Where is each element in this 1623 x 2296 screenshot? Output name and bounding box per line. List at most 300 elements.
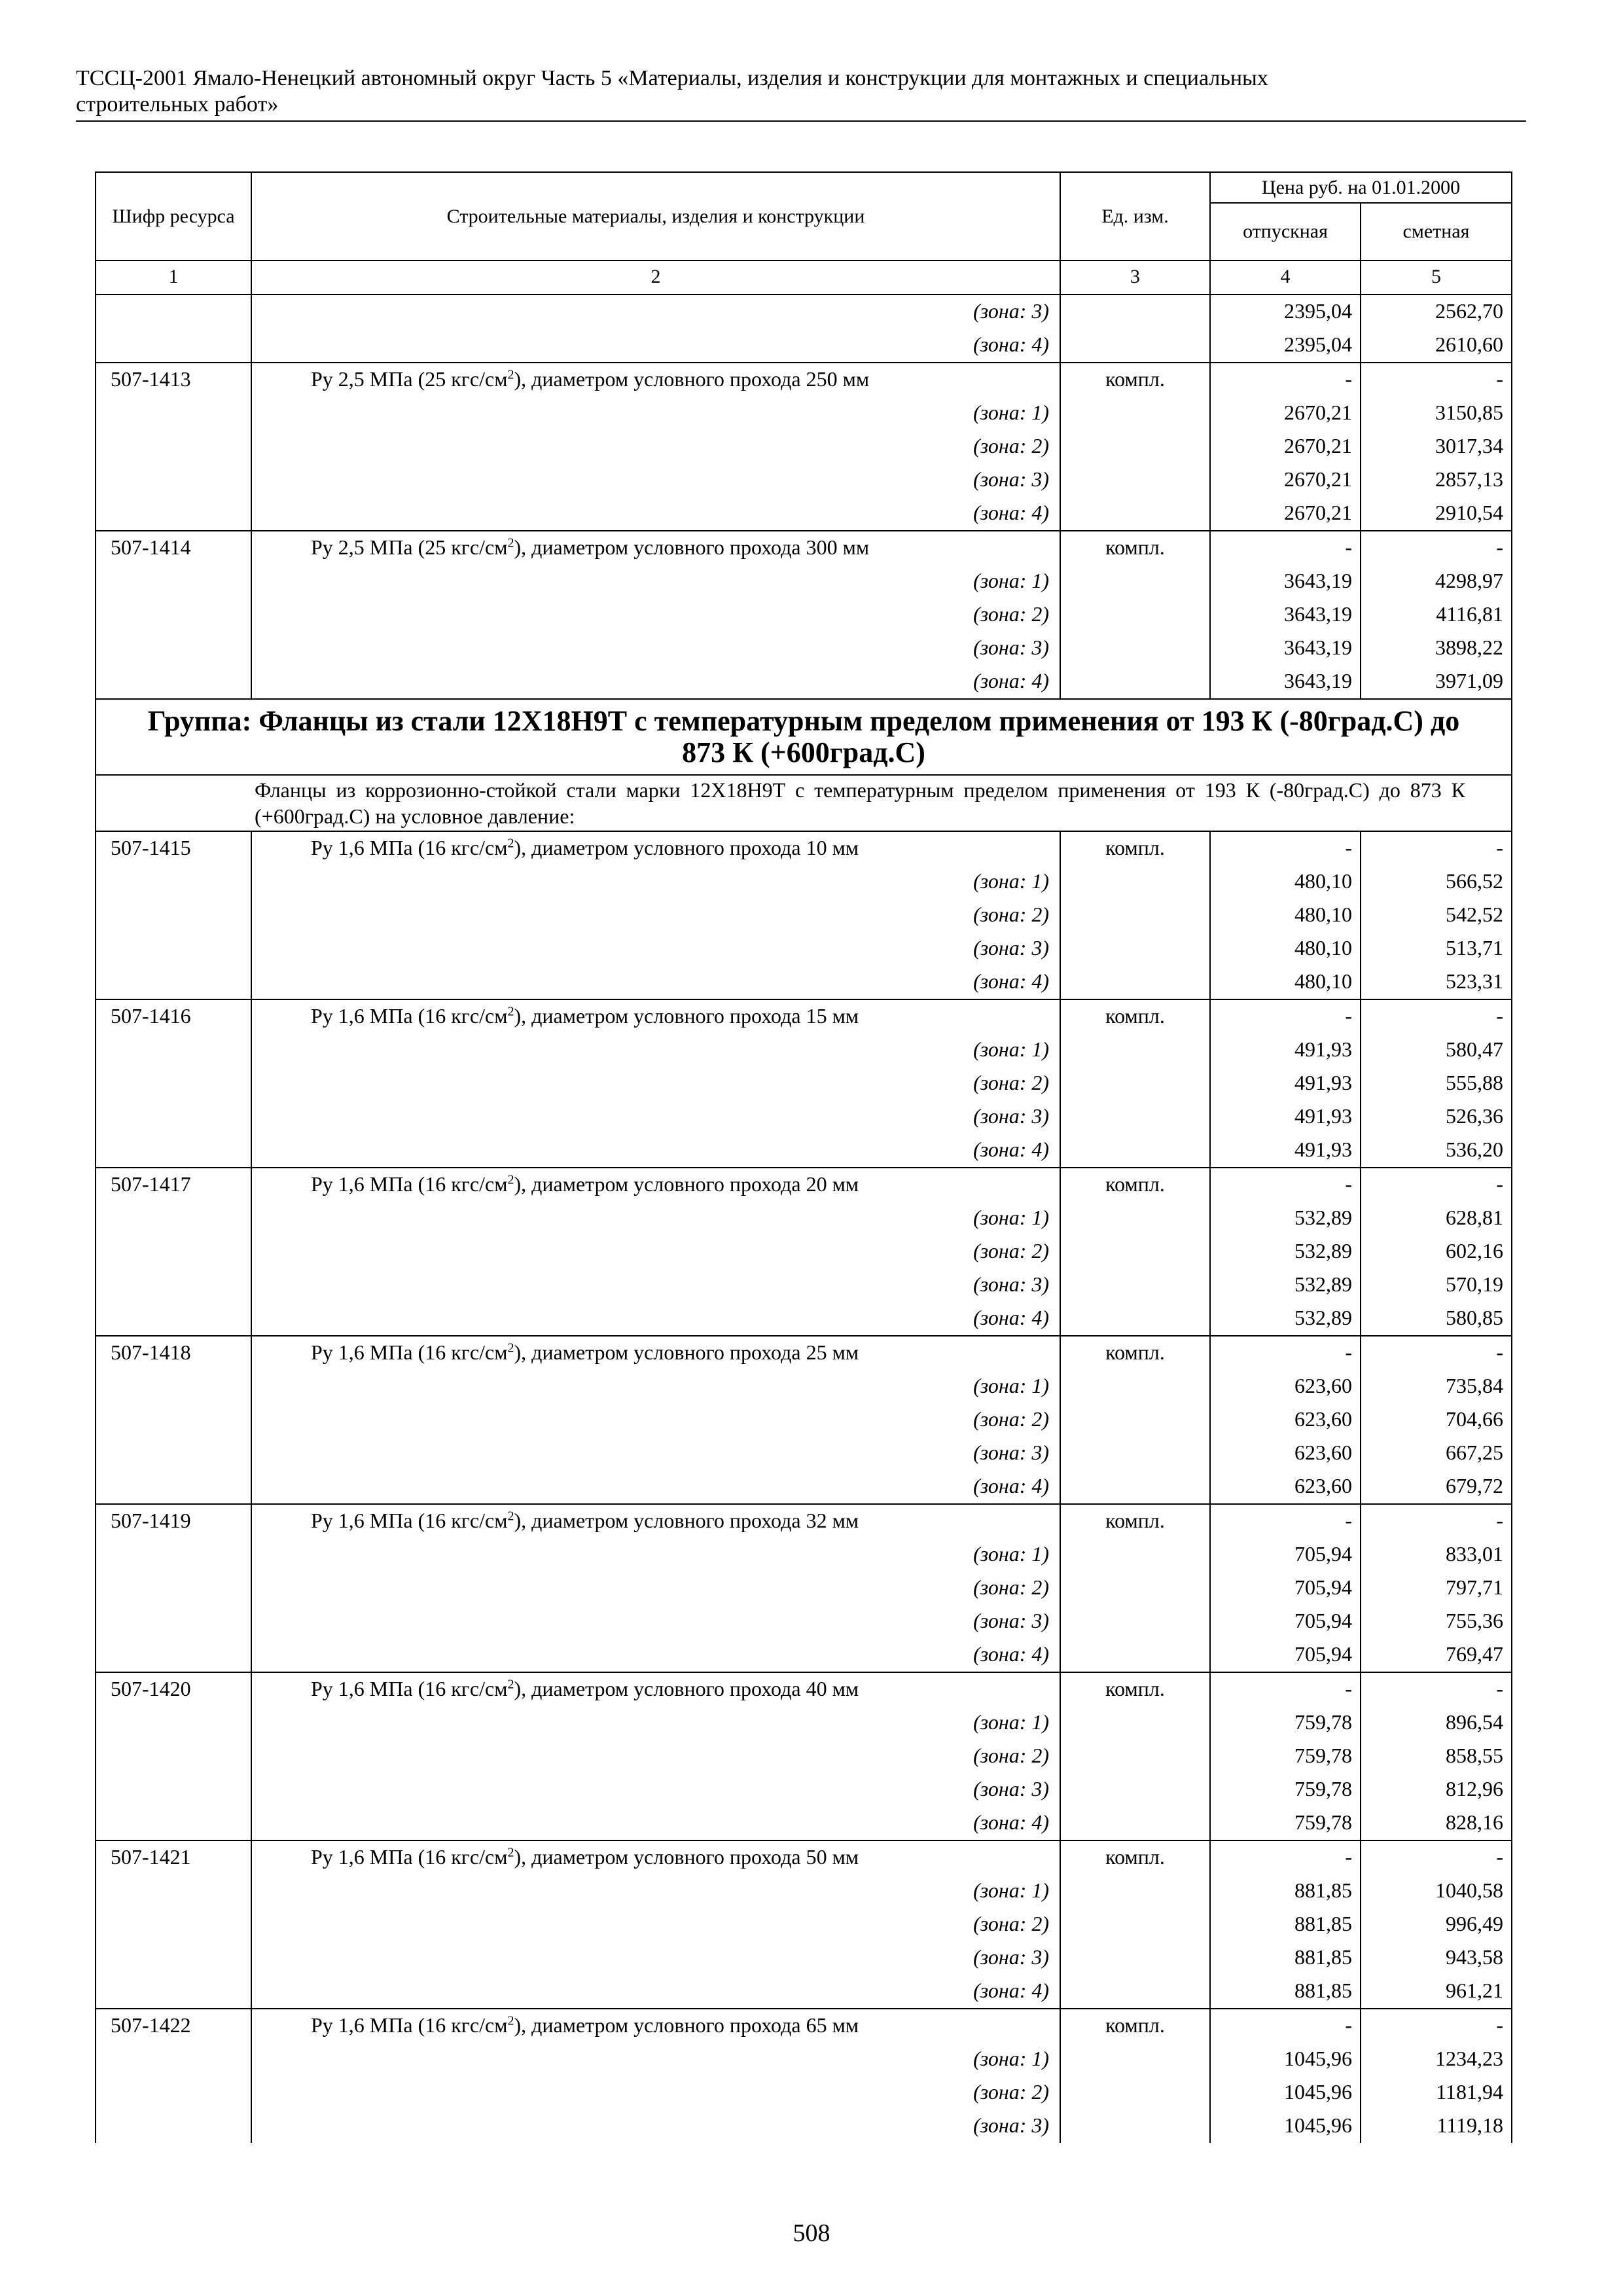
header-unit: Ед. изм.: [1060, 172, 1210, 260]
item-name-text: Ру 1,6 МПа (16 кгс/см: [311, 1509, 508, 1532]
estimate-price: -: [1361, 999, 1512, 1033]
item-name-text-end: ), диаметром условного прохода 300 мм: [514, 535, 870, 559]
zone-label: (зона: 3): [251, 463, 1060, 497]
superscript: 2: [507, 367, 514, 382]
zone-label: (зона: 1): [251, 565, 1060, 598]
resource-code-cell: [96, 1202, 251, 1235]
release-price: 705,94: [1210, 1605, 1361, 1638]
item-name-text: Ру 2,5 МПа (25 кгс/см: [311, 535, 508, 559]
release-price: 881,85: [1210, 1874, 1361, 1908]
zone-row: [96, 2109, 1512, 2143]
zone-row: [96, 1470, 1512, 1504]
item-name: [251, 831, 1060, 865]
resource-code-cell: [96, 632, 251, 665]
zone-row: [96, 1202, 1512, 1235]
item-row: [96, 531, 1512, 565]
estimate-price: 580,47: [1361, 1033, 1512, 1067]
item-row: [96, 1672, 1512, 1706]
resource-code-cell: [96, 497, 251, 531]
estimate-price: -: [1361, 1336, 1512, 1370]
zone-label: (зона: 2): [251, 598, 1060, 632]
release-price: -: [1210, 2009, 1361, 2043]
estimate-price: 3971,09: [1361, 665, 1512, 699]
estimate-price: 1119,18: [1361, 2109, 1512, 2143]
zone-label: (зона: 1): [251, 1033, 1060, 1067]
header-line-1: ТССЦ-2001 Ямало-Ненецкий автономный округ Часть 5 «Материалы, изделия и конструкции для монтажных и специальных: [76, 66, 1268, 90]
resource-code-cell: [96, 397, 251, 430]
release-price: 480,10: [1210, 865, 1361, 899]
zone-label: (зона: 1): [251, 1874, 1060, 1908]
estimate-price: 536,20: [1361, 1134, 1512, 1168]
continuation-row: [96, 329, 1512, 363]
item-name: [251, 531, 1060, 565]
superscript: 2: [507, 1004, 514, 1019]
col-number-1: 1: [96, 260, 251, 295]
item-name-text: Ру 1,6 МПа (16 кгс/см: [311, 1172, 508, 1196]
zone-label: (зона: 1): [251, 865, 1060, 899]
zone-row: [96, 1100, 1512, 1134]
zone-row: [96, 397, 1512, 430]
resource-code: 507-1421: [96, 1840, 251, 1874]
unit-cell: [1060, 430, 1210, 463]
release-price: 532,89: [1210, 1235, 1361, 1268]
release-price: -: [1210, 1840, 1361, 1874]
release-price: 3643,19: [1210, 665, 1361, 699]
release-price: 480,10: [1210, 965, 1361, 999]
resource-code-cell: [96, 1403, 251, 1437]
zone-label: (зона: 3): [251, 1437, 1060, 1470]
price-table: [95, 171, 1512, 2143]
zone-label: (зона: 1): [251, 2043, 1060, 2076]
estimate-price: 755,36: [1361, 1605, 1512, 1638]
superscript: 2: [507, 1172, 514, 1187]
zone-label: (зона: 2): [251, 1403, 1060, 1437]
item-name: [251, 1672, 1060, 1706]
zone-row: [96, 1437, 1512, 1470]
zone-label: (зона: 2): [251, 1908, 1060, 1941]
release-price: -: [1210, 1336, 1361, 1370]
resource-code-cell: [96, 1100, 251, 1134]
release-price: 881,85: [1210, 1975, 1361, 2009]
estimate-price: 4298,97: [1361, 565, 1512, 598]
release-price: 881,85: [1210, 1908, 1361, 1941]
estimate-price: 704,66: [1361, 1403, 1512, 1437]
zone-row: [96, 1403, 1512, 1437]
resource-code-cell: [96, 1235, 251, 1268]
resource-code-cell: [96, 899, 251, 932]
resource-code-cell: [96, 1773, 251, 1806]
release-price: 623,60: [1210, 1370, 1361, 1403]
resource-code-cell: [96, 1740, 251, 1773]
unit-cell: [1060, 1202, 1210, 1235]
resource-code-cell: [96, 1268, 251, 1302]
estimate-price: 523,31: [1361, 965, 1512, 999]
zone-row: [96, 1908, 1512, 1941]
unit-cell: [1060, 1235, 1210, 1268]
resource-code-cell: [96, 965, 251, 999]
unit: компл.: [1060, 1504, 1210, 1538]
resource-code-cell: [96, 1067, 251, 1100]
unit-cell: [1060, 1100, 1210, 1134]
unit-cell: [1060, 1302, 1210, 1336]
group-title: Группа: Фланцы из стали 12Х18Н9Т с температурным пределом применения от 193 К (-80град.С) до 873 К (+600град.С): [96, 699, 1512, 775]
superscript: 2: [507, 2013, 514, 2028]
zone-row: [96, 430, 1512, 463]
header-materials: Строительные материалы, изделия и конструкции: [251, 172, 1060, 260]
estimate-price: 2562,70: [1361, 295, 1512, 329]
item-name-text-end: ), диаметром условного прохода 50 мм: [514, 1845, 859, 1869]
superscript: 2: [507, 1340, 514, 1355]
release-price: 1045,96: [1210, 2109, 1361, 2143]
group-description-row: [96, 775, 1512, 831]
item-name-text: Ру 1,6 МПа (16 кгс/см: [311, 1845, 508, 1869]
estimate-price: 542,52: [1361, 899, 1512, 932]
zone-row: [96, 2076, 1512, 2109]
col-number-3: 3: [1060, 260, 1210, 295]
resource-code-cell: [96, 1605, 251, 1638]
item-row: [96, 1840, 1512, 1874]
item-name-text-end: ), диаметром условного прохода 40 мм: [514, 1677, 859, 1700]
unit-cell: [1060, 1941, 1210, 1975]
estimate-price: 896,54: [1361, 1706, 1512, 1740]
zone-row: [96, 1706, 1512, 1740]
estimate-price: 943,58: [1361, 1941, 1512, 1975]
unit-cell: [1060, 2043, 1210, 2076]
item-name-text: Ру 1,6 МПа (16 кгс/см: [311, 2013, 508, 2037]
unit-cell: [1060, 1605, 1210, 1638]
unit-cell: [1060, 1638, 1210, 1672]
release-price: 759,78: [1210, 1773, 1361, 1806]
estimate-price: 2857,13: [1361, 463, 1512, 497]
release-price: 759,78: [1210, 1740, 1361, 1773]
release-price: 3643,19: [1210, 632, 1361, 665]
resource-code-cell: [96, 565, 251, 598]
zone-row: [96, 2043, 1512, 2076]
item-row: [96, 831, 1512, 865]
estimate-price: 828,16: [1361, 1806, 1512, 1840]
zone-row: [96, 497, 1512, 531]
resource-code: 507-1418: [96, 1336, 251, 1370]
unit-cell: [1060, 899, 1210, 932]
unit-cell: [1060, 463, 1210, 497]
item-name-text: Ру 1,6 МПа (16 кгс/см: [311, 836, 508, 859]
superscript: 2: [507, 836, 514, 851]
estimate-price: 2910,54: [1361, 497, 1512, 531]
zone-label: (зона: 1): [251, 397, 1060, 430]
zone-label: (зона: 2): [251, 430, 1060, 463]
zone-row: [96, 1370, 1512, 1403]
release-price: -: [1210, 531, 1361, 565]
estimate-price: 797,71: [1361, 1571, 1512, 1605]
release-price: 2670,21: [1210, 463, 1361, 497]
unit-cell: [1060, 1773, 1210, 1806]
item-name: [251, 1504, 1060, 1538]
estimate-price: -: [1361, 363, 1512, 397]
estimate-price: 513,71: [1361, 932, 1512, 965]
unit-cell: [1060, 932, 1210, 965]
release-price: -: [1210, 1504, 1361, 1538]
resource-code-cell: [96, 1908, 251, 1941]
release-price: 2670,21: [1210, 397, 1361, 430]
unit-cell: [1060, 329, 1210, 363]
unit-cell: [1060, 565, 1210, 598]
resource-code-cell: [96, 665, 251, 699]
resource-code: 507-1417: [96, 1168, 251, 1202]
zone-row: [96, 1874, 1512, 1908]
unit-cell: [1060, 632, 1210, 665]
resource-code-cell: [96, 463, 251, 497]
estimate-price: 3898,22: [1361, 632, 1512, 665]
estimate-price: -: [1361, 1840, 1512, 1874]
header-release: отпускная: [1210, 203, 1361, 260]
estimate-price: 570,19: [1361, 1268, 1512, 1302]
resource-code: 507-1414: [96, 531, 251, 565]
release-price: -: [1210, 1168, 1361, 1202]
zone-label: (зона: 2): [251, 2076, 1060, 2109]
estimate-price: 1181,94: [1361, 2076, 1512, 2109]
zone-row: [96, 598, 1512, 632]
unit-cell: [1060, 1706, 1210, 1740]
estimate-price: 812,96: [1361, 1773, 1512, 1806]
zone-row: [96, 1740, 1512, 1773]
zone-row: [96, 899, 1512, 932]
estimate-price: 667,25: [1361, 1437, 1512, 1470]
estimate-price: 735,84: [1361, 1370, 1512, 1403]
unit-cell: [1060, 1134, 1210, 1168]
resource-code-cell: [96, 1470, 251, 1504]
resource-code-cell: [96, 295, 251, 329]
release-price: -: [1210, 1672, 1361, 1706]
release-price: -: [1210, 999, 1361, 1033]
estimate-price: -: [1361, 1168, 1512, 1202]
unit-cell: [1060, 1437, 1210, 1470]
resource-code-cell: [96, 1033, 251, 1067]
unit-cell: [1060, 1571, 1210, 1605]
release-price: 480,10: [1210, 932, 1361, 965]
unit-cell: [1060, 665, 1210, 699]
item-name-text-end: ), диаметром условного прохода 15 мм: [514, 1004, 859, 1028]
unit: компл.: [1060, 831, 1210, 865]
resource-code-cell: [96, 1134, 251, 1168]
resource-code-cell: [96, 1302, 251, 1336]
item-name-text-end: ), диаметром условного прохода 250 мм: [514, 367, 870, 391]
estimate-price: 4116,81: [1361, 598, 1512, 632]
resource-code-cell: [96, 932, 251, 965]
zone-row: [96, 1941, 1512, 1975]
superscript: 2: [507, 1677, 514, 1692]
resource-code: 507-1422: [96, 2009, 251, 2043]
unit: компл.: [1060, 1840, 1210, 1874]
release-price: 532,89: [1210, 1202, 1361, 1235]
unit-cell: [1060, 965, 1210, 999]
release-price: 705,94: [1210, 1638, 1361, 1672]
release-price: 2670,21: [1210, 497, 1361, 531]
estimate-price: 769,47: [1361, 1638, 1512, 1672]
release-price: 705,94: [1210, 1571, 1361, 1605]
resource-code-cell: [96, 2076, 251, 2109]
zone-label: (зона: 3): [251, 295, 1060, 329]
zone-row: [96, 965, 1512, 999]
zone-row: [96, 1806, 1512, 1840]
zone-row: [96, 1538, 1512, 1571]
estimate-price: 628,81: [1361, 1202, 1512, 1235]
superscript: 2: [507, 535, 514, 550]
item-name-text-end: ), диаметром условного прохода 10 мм: [514, 836, 859, 859]
zone-label: (зона: 3): [251, 932, 1060, 965]
resource-code-cell: [96, 1538, 251, 1571]
item-name-text-end: ), диаметром условного прохода 65 мм: [514, 2013, 859, 2037]
unit-cell: [1060, 598, 1210, 632]
zone-row: [96, 1268, 1512, 1302]
resource-code-cell: [96, 1638, 251, 1672]
zone-row: [96, 1975, 1512, 2009]
superscript: 2: [507, 1509, 514, 1524]
unit-cell: [1060, 295, 1210, 329]
release-price: -: [1210, 363, 1361, 397]
release-price: 532,89: [1210, 1302, 1361, 1336]
release-price: 623,60: [1210, 1403, 1361, 1437]
zone-label: (зона: 2): [251, 1571, 1060, 1605]
continuation-row: [96, 295, 1512, 329]
item-name: [251, 999, 1060, 1033]
resource-code-cell: [96, 865, 251, 899]
resource-code-cell: [96, 430, 251, 463]
zone-label: (зона: 4): [251, 497, 1060, 531]
superscript: 2: [507, 1845, 514, 1860]
estimate-price: 833,01: [1361, 1538, 1512, 1571]
release-price: 480,10: [1210, 899, 1361, 932]
estimate-price: -: [1361, 531, 1512, 565]
unit-cell: [1060, 1268, 1210, 1302]
col-number-4: 4: [1210, 260, 1361, 295]
unit-cell: [1060, 1033, 1210, 1067]
estimate-price: 1040,58: [1361, 1874, 1512, 1908]
zone-label: (зона: 3): [251, 1773, 1060, 1806]
item-name: [251, 363, 1060, 397]
header-code: Шифр ресурса: [96, 172, 251, 260]
estimate-price: 2610,60: [1361, 329, 1512, 363]
zone-row: [96, 632, 1512, 665]
estimate-price: 580,85: [1361, 1302, 1512, 1336]
unit-cell: [1060, 1067, 1210, 1100]
release-price: 491,93: [1210, 1134, 1361, 1168]
zone-row: [96, 1134, 1512, 1168]
col-number-2: 2: [251, 260, 1060, 295]
unit-cell: [1060, 2076, 1210, 2109]
resource-code-cell: [96, 1370, 251, 1403]
unit: компл.: [1060, 531, 1210, 565]
zone-row: [96, 932, 1512, 965]
zone-row: [96, 1571, 1512, 1605]
zone-row: [96, 1235, 1512, 1268]
release-price: 3643,19: [1210, 598, 1361, 632]
resource-code-cell: [96, 2109, 251, 2143]
unit: компл.: [1060, 363, 1210, 397]
resource-code-cell: [96, 1874, 251, 1908]
header-estimate: сметная: [1361, 203, 1512, 260]
resource-code-cell: [96, 1806, 251, 1840]
resource-code-cell: [96, 1437, 251, 1470]
zone-row: [96, 665, 1512, 699]
zone-label: (зона: 4): [251, 1470, 1060, 1504]
unit-cell: [1060, 2109, 1210, 2143]
resource-code-cell: [96, 1975, 251, 2009]
unit: компл.: [1060, 1336, 1210, 1370]
zone-label: (зона: 4): [251, 665, 1060, 699]
zone-label: (зона: 3): [251, 1268, 1060, 1302]
item-name: [251, 1168, 1060, 1202]
estimate-price: -: [1361, 2009, 1512, 2043]
resource-code: 507-1415: [96, 831, 251, 865]
release-price: 3643,19: [1210, 565, 1361, 598]
group-title-row: [96, 699, 1512, 775]
zone-row: [96, 565, 1512, 598]
unit-cell: [1060, 1908, 1210, 1941]
item-row: [96, 999, 1512, 1033]
release-price: 2395,04: [1210, 295, 1361, 329]
zone-row: [96, 1638, 1512, 1672]
zone-label: (зона: 2): [251, 899, 1060, 932]
release-price: 532,89: [1210, 1268, 1361, 1302]
release-price: 705,94: [1210, 1538, 1361, 1571]
release-price: 491,93: [1210, 1100, 1361, 1134]
estimate-price: 858,55: [1361, 1740, 1512, 1773]
item-name-text: Ру 1,6 МПа (16 кгс/см: [311, 1340, 508, 1364]
item-row: [96, 363, 1512, 397]
unit-cell: [1060, 1538, 1210, 1571]
zone-label: (зона: 4): [251, 1134, 1060, 1168]
resource-code: 507-1420: [96, 1672, 251, 1706]
estimate-price: 526,36: [1361, 1100, 1512, 1134]
page-number: 508: [793, 2219, 830, 2247]
unit-cell: [1060, 1806, 1210, 1840]
release-price: 491,93: [1210, 1067, 1361, 1100]
header-price: Цена руб. на 01.01.2000: [1210, 172, 1512, 203]
zone-row: [96, 865, 1512, 899]
estimate-price: 679,72: [1361, 1470, 1512, 1504]
resource-code: 507-1413: [96, 363, 251, 397]
release-price: 1045,96: [1210, 2043, 1361, 2076]
zone-label: (зона: 4): [251, 329, 1060, 363]
resource-code-cell: [96, 1941, 251, 1975]
item-name: [251, 2009, 1060, 2043]
estimate-price: 1234,23: [1361, 2043, 1512, 2076]
item-name-text-end: ), диаметром условного прохода 32 мм: [514, 1509, 859, 1532]
estimate-price: 3017,34: [1361, 430, 1512, 463]
table-header-row-1: [96, 172, 1512, 203]
release-price: 623,60: [1210, 1470, 1361, 1504]
estimate-price: -: [1361, 1672, 1512, 1706]
resource-code: 507-1416: [96, 999, 251, 1033]
zone-label: (зона: 3): [251, 2109, 1060, 2143]
zone-label: (зона: 2): [251, 1235, 1060, 1268]
zone-row: [96, 1302, 1512, 1336]
zone-row: [96, 1605, 1512, 1638]
unit-cell: [1060, 497, 1210, 531]
estimate-price: -: [1361, 1504, 1512, 1538]
unit-cell: [1060, 865, 1210, 899]
item-name: [251, 1336, 1060, 1370]
item-name-text-end: ), диаметром условного прохода 20 мм: [514, 1172, 859, 1196]
zone-label: (зона: 4): [251, 1975, 1060, 2009]
estimate-price: -: [1361, 831, 1512, 865]
zone-label: (зона: 2): [251, 1067, 1060, 1100]
zone-row: [96, 1773, 1512, 1806]
unit: компл.: [1060, 999, 1210, 1033]
estimate-price: 555,88: [1361, 1067, 1512, 1100]
zone-label: (зона: 3): [251, 1100, 1060, 1134]
estimate-price: 996,49: [1361, 1908, 1512, 1941]
